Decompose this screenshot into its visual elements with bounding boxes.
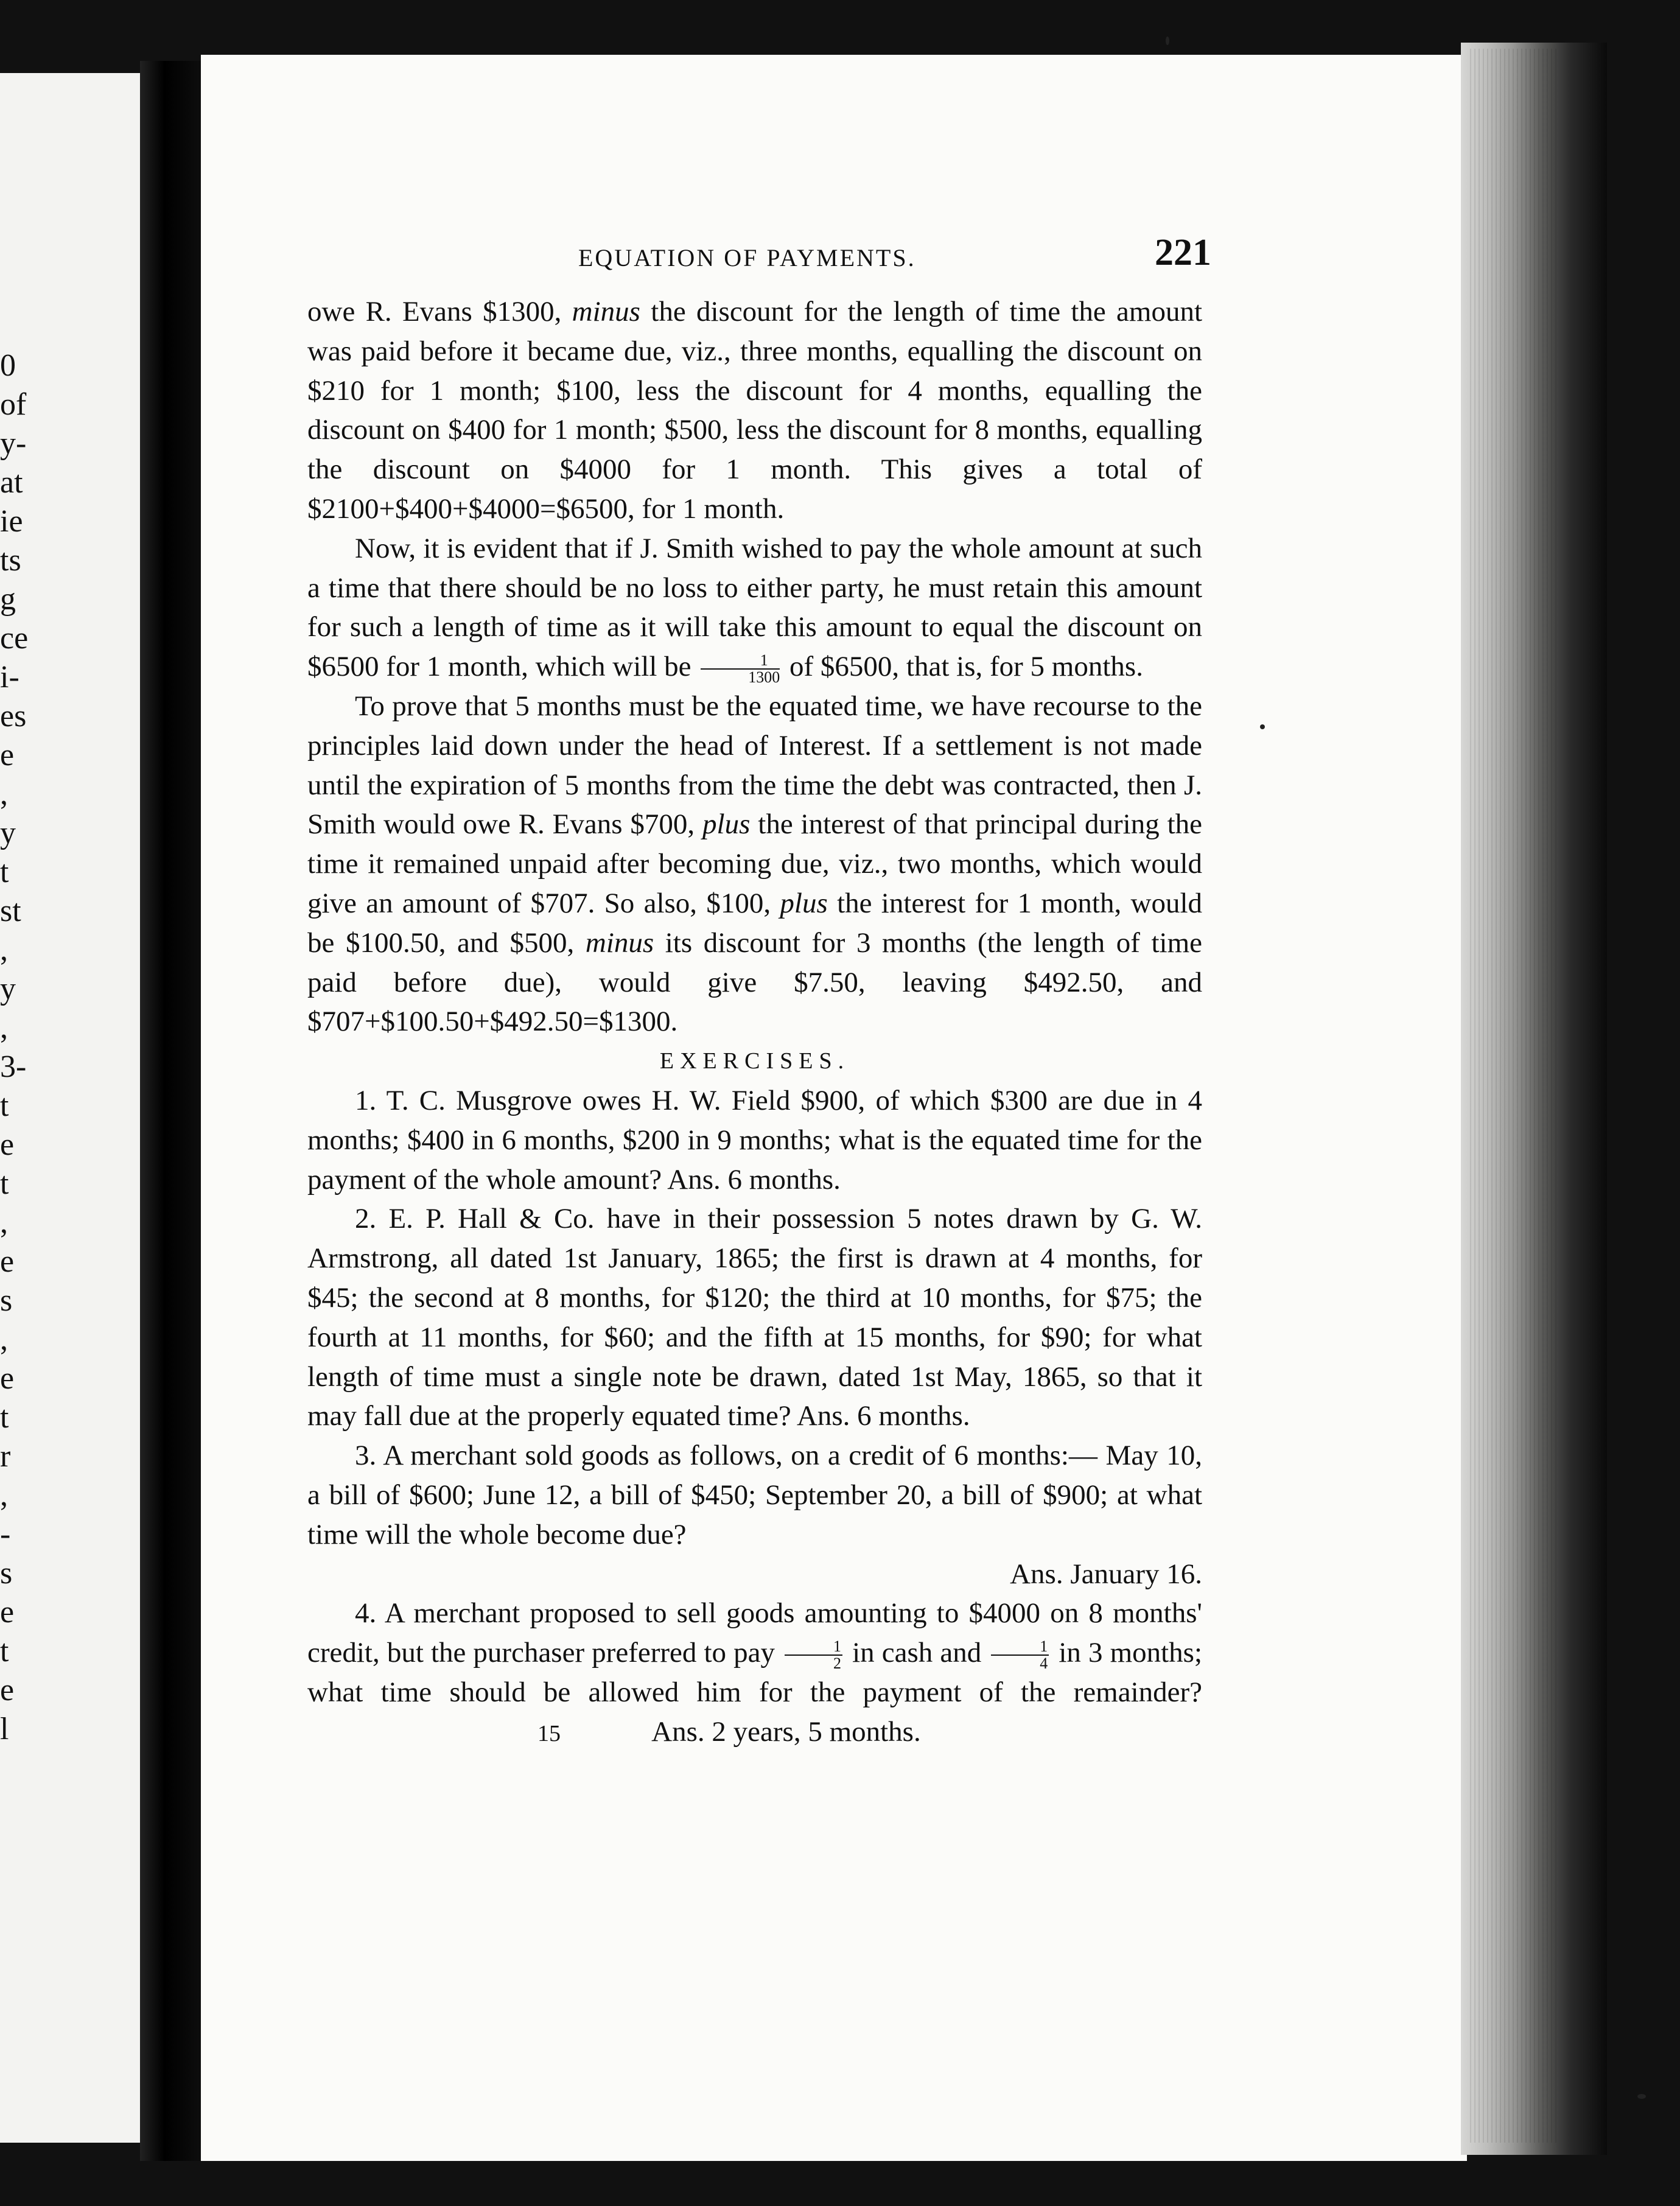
left-page-fragment: es <box>0 699 27 734</box>
left-page-fragment: e <box>0 1127 15 1162</box>
p3-text-c: the interest of that principal during the time it remained unpaid after becoming due, viz., two months, which would give an amount of $707. So also, $100, <box>307 808 1203 919</box>
page-edge-lines <box>1467 49 1558 2143</box>
left-page-fragment: t <box>0 1634 9 1669</box>
left-page-fragment: , <box>0 933 8 967</box>
paragraph-2 <box>307 529 1202 687</box>
exercise-2-text: 2. E. P. Hall & Co. have in their possession 5 notes drawn by G. W. Armstrong, all dated 1st January, 1865; the first is drawn at 4 months, for $45; the second at 8 months, for $120; the third at 10 months, for $75; the fourth at 11 months, for $60; and the fifth at 15 months, for $90; for what length of time must a single note be drawn, dated 1st May, 1865, so that it may fall due at the properly equated time? <box>307 1203 1202 1432</box>
printer-signature-mark: 15 <box>537 1720 561 1746</box>
exercise-1 <box>307 1081 1202 1199</box>
fraction-numerator: 1 <box>991 1639 1049 1656</box>
p1-text-c: the discount for the length of time the amount was paid before it became due, viz., three months, equalling the discount on $210 for 1 month; $100, less the discount for 4 months, equalling the discount on $400 for 1 month; $500, less the discount for 8 months, equalling the discount on $4000 for 1 month. This gives a total of $2100+$400+$4000=$6500, for 1 month. <box>307 296 1203 525</box>
ink-speck <box>1260 724 1265 729</box>
left-page-fragment: at <box>0 465 23 500</box>
ink-speck <box>1637 2094 1646 2099</box>
left-page-fragment: , <box>0 1010 8 1045</box>
left-page-fragment: , <box>0 1205 8 1240</box>
page-header <box>304 231 1211 286</box>
p3-italic-plus: plus <box>702 808 751 841</box>
left-page-fragment: e <box>0 738 15 772</box>
exercise-3 <box>307 1436 1202 1594</box>
left-page-fragment: t <box>0 1088 9 1123</box>
left-page-fragment: , <box>0 1478 8 1513</box>
left-page-fragment: , <box>0 1322 8 1357</box>
left-page-fragment: r <box>0 1439 11 1474</box>
p3-text-a: To prove that 5 months must be the equated time, we have recourse to the principles laid down under the head of Interest. If a settlement is not made until the expiration of 5 months from the time the debt was contracted, then J. Smith would owe R. Evans $700, <box>307 690 1202 841</box>
p2-text-a: Now, it is evident that if J. Smith wished to pay the whole amount at such a time that there should be no loss to either party, he must retain this amount for such a length of time as it will take this amount to equal the discount on $6500 for 1 month, which will be <box>307 532 1202 683</box>
fraction-denominator: 1300 <box>748 668 780 687</box>
left-page-fragment: s <box>0 1556 13 1591</box>
page-number: 221 <box>1155 232 1211 273</box>
left-page-fragment: e <box>0 1595 15 1630</box>
left-page-fragment: ts <box>0 543 21 578</box>
fraction-1-1300 <box>701 653 780 685</box>
exercises-heading: EXERCISES. <box>659 1048 850 1074</box>
p3-italic-plus-2: plus <box>780 887 828 919</box>
left-page-fragment: st <box>0 894 21 928</box>
left-page-fragment: s <box>0 1283 13 1318</box>
fraction-denominator: 4 <box>1040 1654 1048 1673</box>
left-page-fragment: i- <box>0 660 19 695</box>
exercise-2 <box>307 1199 1202 1436</box>
left-page-fragment: g <box>0 582 16 617</box>
paragraph-1 <box>307 292 1202 529</box>
left-page-fragment: y <box>0 972 16 1006</box>
ink-speck <box>1166 37 1169 45</box>
fraction-numerator: 1 <box>701 653 780 670</box>
left-page-fragment: of <box>0 387 27 422</box>
left-page-fragment: t <box>0 1400 9 1435</box>
exercise-4-text-c: in 3 months; what time should be allowed him for the payment of the remainder? <box>307 1637 1203 1708</box>
left-page-fragment: y <box>0 816 16 850</box>
left-page-fragment: - <box>0 1517 11 1552</box>
exercise-1-text: 1. T. C. Musgrove owes H. W. Field $900, of which $300 are due in 4 months; $400 in 6 months, $200 in 9 months; what is the equated time for the payment of the whole amount? <box>307 1084 1202 1196</box>
left-page-fragment: , <box>0 777 8 811</box>
exercise-4 <box>307 1594 1202 1753</box>
left-page-fragment: 3- <box>0 1049 27 1084</box>
running-head: EQUATION OF PAYMENTS. <box>578 244 916 271</box>
fraction-numerator: 1 <box>785 1639 842 1656</box>
p3-text-g: its discount for 3 months (the length of time paid before due), would give $7.50, leaving $492.50, and $707+$100.50+$492.50=$1300. <box>307 926 1203 1038</box>
left-page-fragment: 0 <box>0 348 16 383</box>
left-page-fragment: l <box>0 1712 9 1746</box>
exercise-2-answer: Ans. 6 months. <box>796 1400 970 1432</box>
left-page-fragment: e <box>0 1673 15 1707</box>
exercise-3-answer: Ans. January 16. <box>1010 1558 1202 1590</box>
body-text <box>307 292 1202 1753</box>
exercise-3-text: 3. A merchant sold goods as follows, on a credit of 6 months:— May 10, a bill of $600; June 12, a bill of $450; September 20, a bill of $900; at what time will the whole become due? <box>307 1440 1202 1550</box>
p2-text-b: of $6500, that is, for 5 months. <box>789 651 1143 683</box>
p1-italic-minus: minus <box>572 296 640 327</box>
p3-text-e: the interest for 1 month, would be $100.50, and $500, <box>307 887 1203 959</box>
fraction-denominator: 2 <box>833 1654 842 1673</box>
fraction-one-half <box>785 1639 842 1672</box>
left-page-fragment: ie <box>0 504 23 539</box>
fraction-one-quarter <box>991 1639 1049 1672</box>
exercise-4-text-b: in cash and <box>852 1637 982 1669</box>
paragraph-3 <box>307 687 1202 1042</box>
left-page-fragment: e <box>0 1361 15 1396</box>
left-page-fragment: ce <box>0 621 29 656</box>
exercise-1-answer: Ans. 6 months. <box>667 1163 841 1196</box>
exercise-4-text-a: 4. A merchant proposed to sell goods amounting to $4000 on 8 months' credit, but the purchaser preferred to pay <box>307 1597 1202 1669</box>
left-page-fragment: e <box>0 1244 15 1279</box>
p1-text-a: owe R. Evans $1300, <box>307 296 562 327</box>
left-page-fragment: t <box>0 855 9 889</box>
p3-italic-minus: minus <box>585 926 654 959</box>
book-gutter <box>140 61 201 2161</box>
left-page-fragment: t <box>0 1166 9 1201</box>
exercise-4-answer: Ans. 2 years, 5 months. <box>651 1715 921 1748</box>
left-page-fragment: y- <box>0 426 27 461</box>
